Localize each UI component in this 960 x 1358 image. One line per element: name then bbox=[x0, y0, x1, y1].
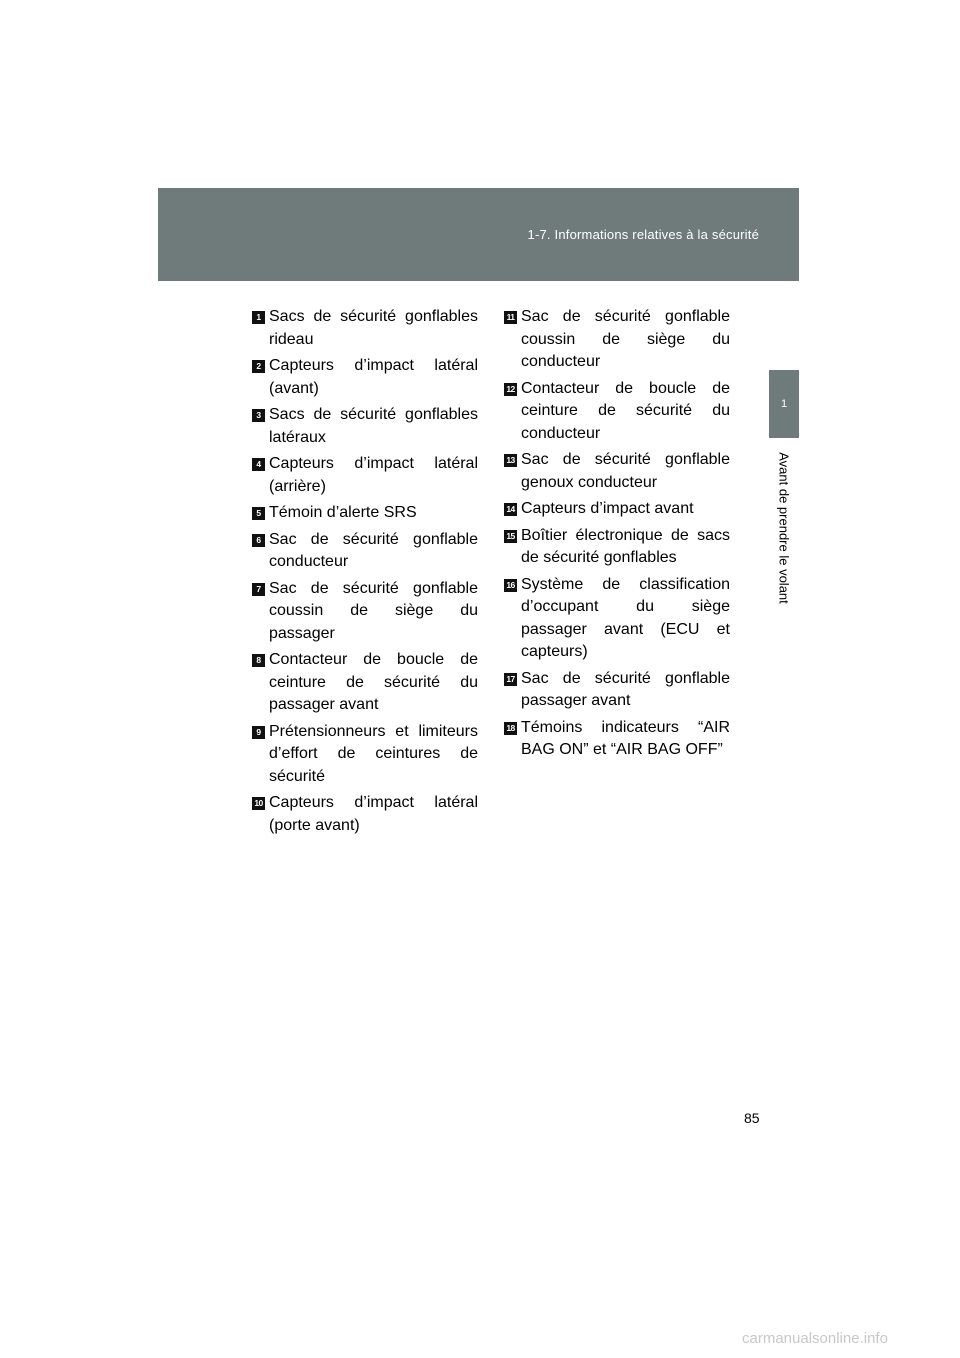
list-item bbox=[252, 529, 478, 574]
item-number-badge: 5 bbox=[252, 507, 265, 520]
chapter-number: 1 bbox=[780, 398, 788, 410]
item-text: Contacteur de boucle de ceinture de sécurité du conducteur bbox=[521, 379, 730, 442]
item-number-badge: 14 bbox=[504, 503, 517, 516]
item-text: Capteurs d’impact avant bbox=[521, 500, 694, 517]
item-number-badge: 6 bbox=[252, 534, 265, 547]
left-column-list bbox=[252, 306, 478, 841]
section-title: 1-7. Informations relatives à la sécurité bbox=[527, 227, 759, 242]
item-text: Sac de sécurité gonflable conducteur bbox=[269, 530, 478, 570]
list-item bbox=[504, 378, 730, 446]
item-number-badge: 8 bbox=[252, 654, 265, 667]
item-number-badge: 16 bbox=[504, 579, 517, 592]
list-item bbox=[504, 525, 730, 570]
item-number-badge: 7 bbox=[252, 583, 265, 596]
page-number: 85 bbox=[744, 1110, 760, 1126]
list-item bbox=[252, 649, 478, 717]
item-number-badge: 18 bbox=[504, 722, 517, 735]
item-number-badge: 3 bbox=[252, 409, 265, 422]
section-header-band bbox=[158, 188, 799, 281]
item-number-badge: 10 bbox=[252, 797, 265, 810]
watermark: carmanualsonline.info bbox=[742, 1330, 888, 1347]
list-item bbox=[504, 717, 730, 762]
list-item bbox=[252, 721, 478, 789]
item-text: Système de classification d’occupant du siège passager avant (ECU et capteurs) bbox=[521, 575, 730, 660]
item-text: Sacs de sécurité gonflables rideau bbox=[269, 308, 478, 348]
list-item bbox=[504, 668, 730, 713]
item-number-badge: 2 bbox=[252, 360, 265, 373]
item-number-badge: 9 bbox=[252, 726, 265, 739]
item-text: Sac de sécurité gonflable passager avant bbox=[521, 669, 730, 709]
list-item bbox=[504, 498, 730, 521]
item-text: Prétensionneurs et limiteurs d’effort de ceintures de sécurité bbox=[269, 722, 478, 785]
list-item bbox=[252, 502, 478, 525]
list-item bbox=[252, 355, 478, 400]
right-column-list bbox=[504, 306, 730, 766]
item-number-badge: 1 bbox=[252, 311, 265, 324]
list-item bbox=[504, 449, 730, 494]
list-item bbox=[504, 306, 730, 374]
item-text: Sac de sécurité gonflable genoux conducteur bbox=[521, 451, 730, 491]
item-text: Capteurs d’impact latéral (avant) bbox=[269, 357, 478, 397]
list-item bbox=[252, 306, 478, 351]
item-number-badge: 17 bbox=[504, 673, 517, 686]
chapter-tab bbox=[769, 370, 799, 438]
list-item bbox=[252, 578, 478, 646]
item-text: Sac de sécurité gonflable coussin de siège du passager bbox=[269, 579, 478, 642]
list-item bbox=[252, 404, 478, 449]
item-text: Témoin d’alerte SRS bbox=[269, 504, 417, 521]
chapter-label: Avant de prendre le volant bbox=[776, 452, 792, 604]
item-number-badge: 13 bbox=[504, 454, 517, 467]
list-item bbox=[504, 574, 730, 664]
item-text: Sacs de sécurité gonflables latéraux bbox=[269, 406, 478, 446]
item-number-badge: 4 bbox=[252, 458, 265, 471]
item-text: Capteurs d’impact latéral (arrière) bbox=[269, 455, 478, 495]
list-item bbox=[252, 792, 478, 837]
item-text: Contacteur de boucle de ceinture de sécurité du passager avant bbox=[269, 651, 478, 713]
item-text: Capteurs d’impact latéral (porte avant) bbox=[269, 794, 478, 834]
item-number-badge: 12 bbox=[504, 383, 517, 396]
item-text: Boîtier électronique de sacs de sécurité gonflables bbox=[521, 526, 730, 566]
item-text: Témoins indicateurs “AIR BAG ON” et “AIR BAG OFF” bbox=[521, 718, 730, 758]
list-item bbox=[252, 453, 478, 498]
item-number-badge: 15 bbox=[504, 530, 517, 543]
item-number-badge: 11 bbox=[504, 311, 517, 324]
item-text: Sac de sécurité gonflable coussin de siège du conducteur bbox=[521, 308, 730, 370]
